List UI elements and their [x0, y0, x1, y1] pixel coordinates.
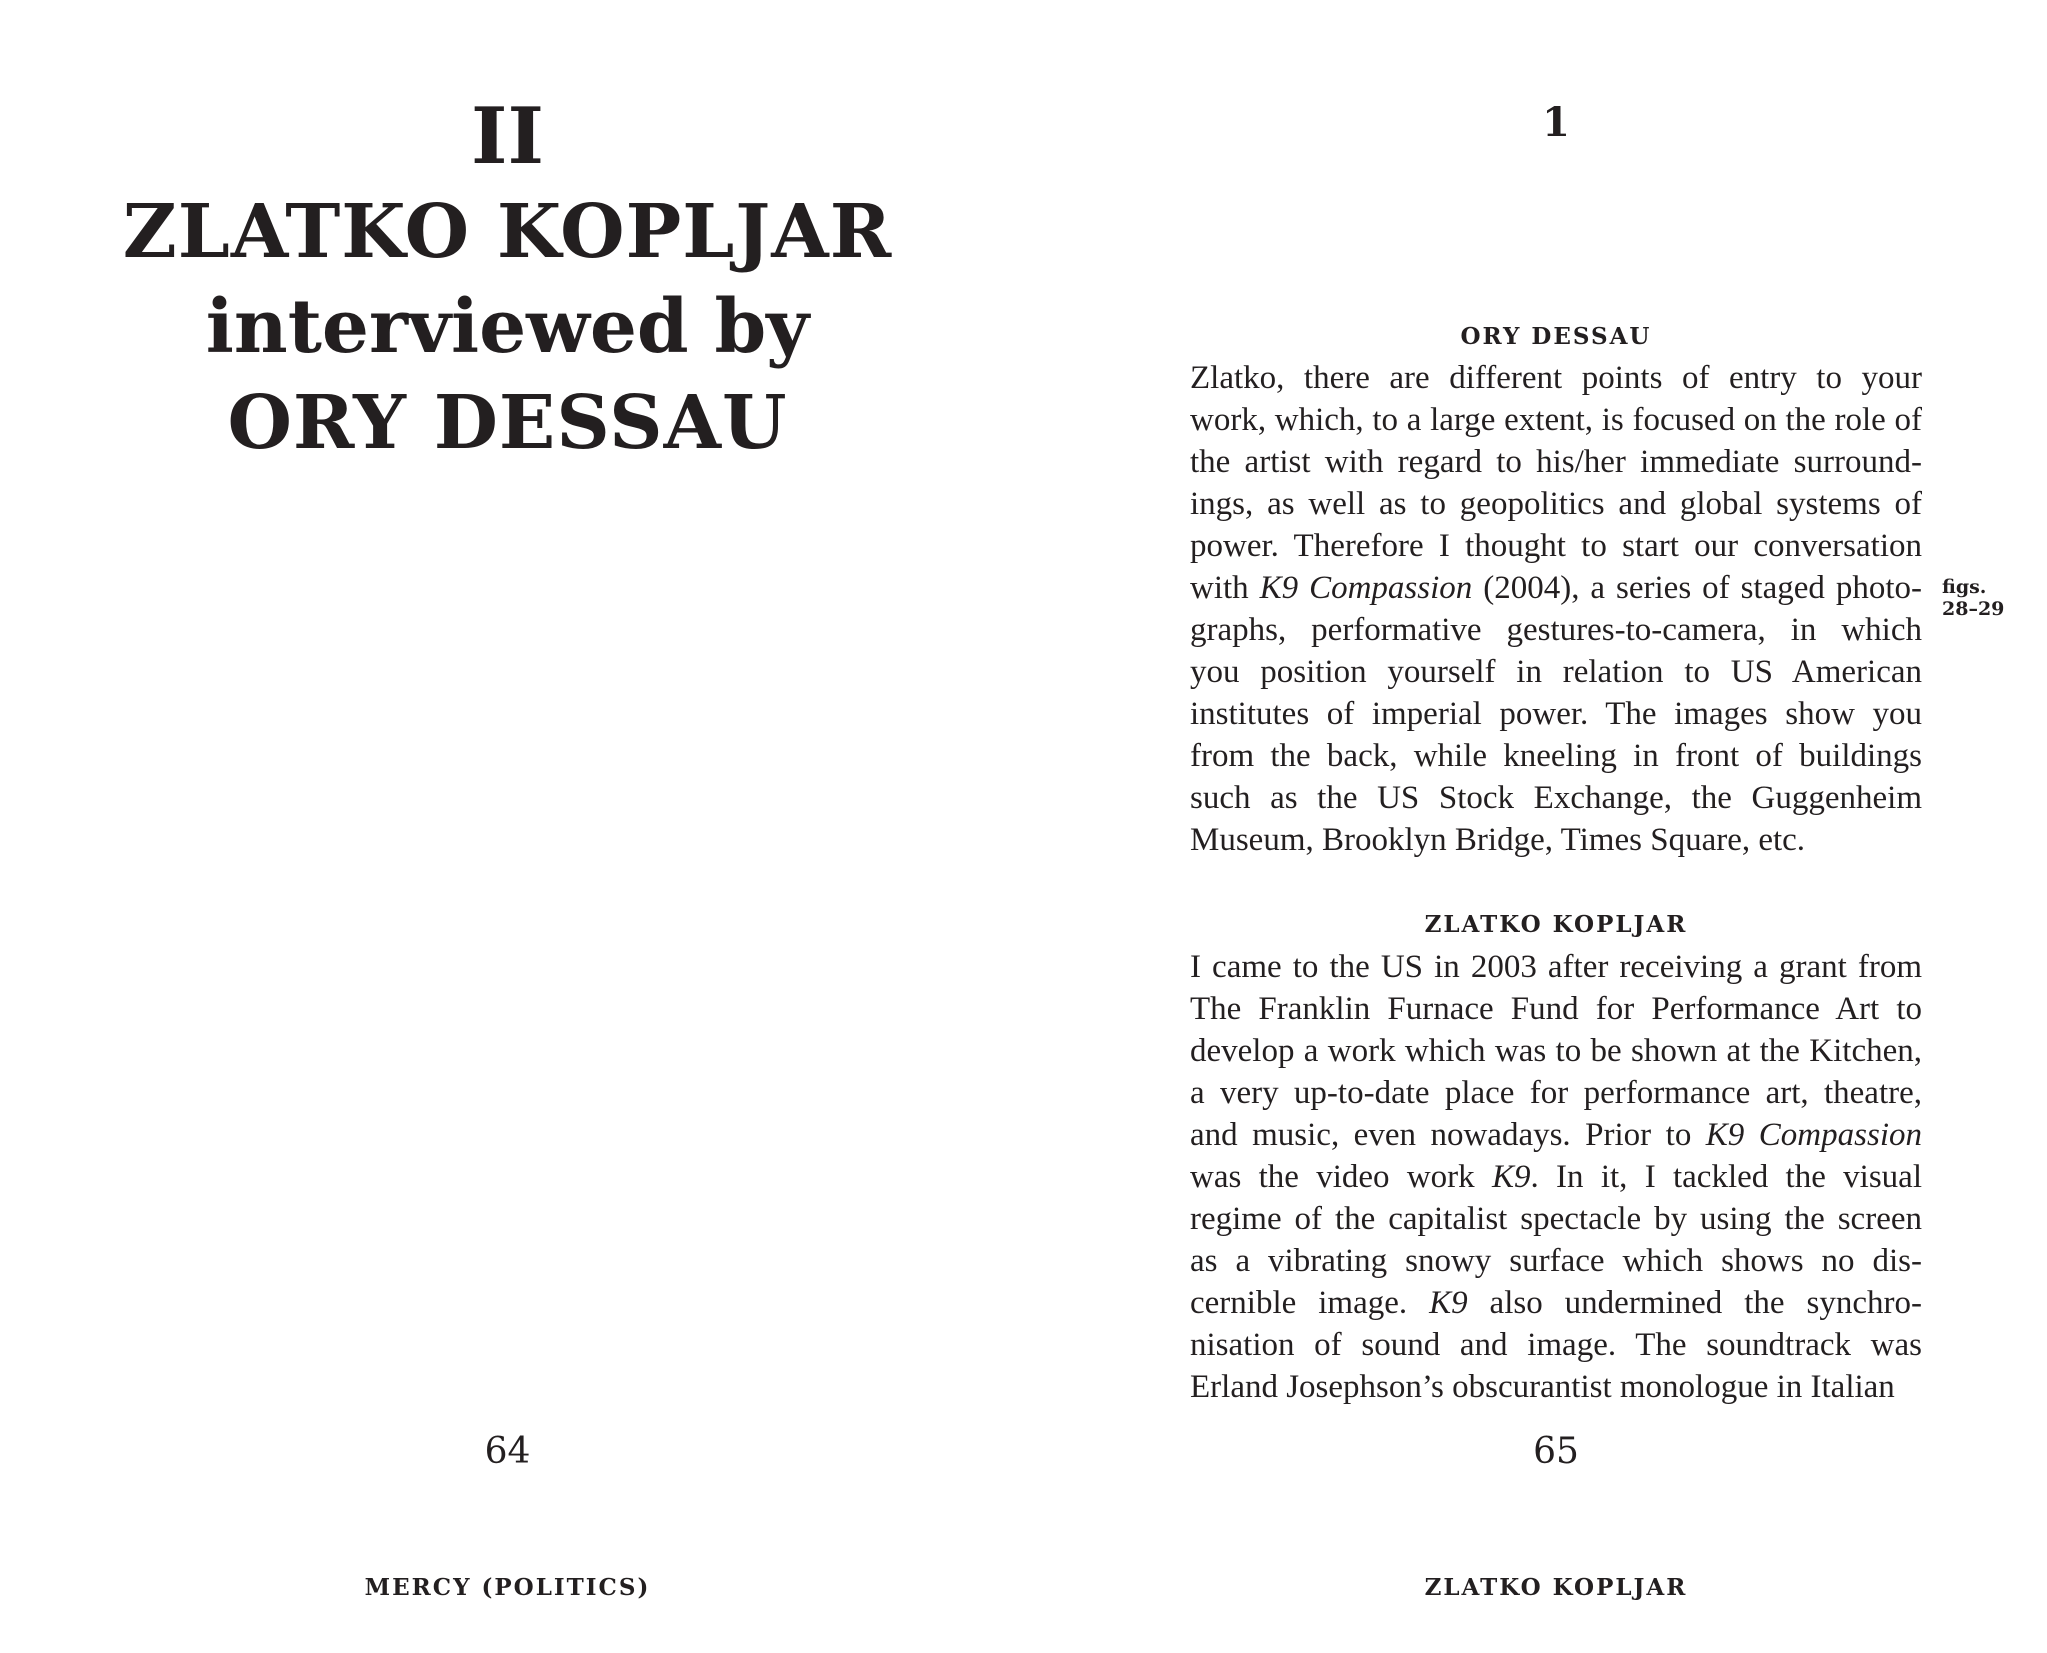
- interview-paragraph: [1190, 357, 1922, 861]
- text-run: ings, as well as to geopolitics and global systems of: [1190, 486, 1922, 522]
- text-run: cernible image.: [1190, 1285, 1430, 1321]
- text-run: . In it, I tackled the visual: [1530, 1159, 1922, 1195]
- text-run: develop a work which was to be shown at the Kitchen,: [1190, 1033, 1922, 1069]
- text-line: [1190, 1030, 1922, 1072]
- text-run: was the video work: [1190, 1159, 1492, 1195]
- text-line: [1190, 357, 1922, 399]
- text-line: [1190, 399, 1922, 441]
- text-run: a very up-to-date place for performance art, theatre,: [1190, 1075, 1922, 1111]
- text-run: power. Therefore I thought to start our conversation: [1190, 528, 1922, 564]
- section-number: 1: [1542, 99, 1570, 146]
- text-line: [1190, 1072, 1922, 1114]
- figure-reference-label: figs.: [1942, 576, 1987, 598]
- running-footer: MERCY (POLITICS): [364, 1574, 651, 1601]
- italic-work-title: K9: [1491, 1159, 1531, 1195]
- text-line: [1190, 567, 1922, 609]
- page-number: 65: [1533, 1431, 1579, 1472]
- figure-reference-range: 28–29: [1942, 598, 2005, 620]
- text-line: [1190, 1156, 1922, 1198]
- text-run: Museum, Brooklyn Bridge, Times Square, etc.: [1190, 822, 1806, 858]
- text-run: and music, even nowadays. Prior to: [1190, 1117, 1706, 1153]
- text-run: regime of the capitalist spectacle by using the screen: [1190, 1201, 1922, 1237]
- text-run: I came to the US in 2003 after receiving a grant from: [1190, 949, 1922, 985]
- text-line: [1190, 777, 1922, 819]
- text-line: [1190, 1114, 1922, 1156]
- italic-work-title: K9 Compassion: [1705, 1117, 1922, 1153]
- text-line: [1190, 1282, 1922, 1324]
- text-line: [1190, 819, 1922, 861]
- text-run: graphs, performative gestures-to-camera, in which: [1190, 612, 1922, 648]
- text-line: [1190, 693, 1922, 735]
- text-line: [1190, 1240, 1922, 1282]
- text-run: as a vibrating snowy surface which shows no dis-: [1190, 1243, 1922, 1279]
- text-run: the artist with regard to his/her immediate surround-: [1190, 444, 1922, 480]
- text-line: [1190, 988, 1922, 1030]
- text-line: [1190, 946, 1922, 988]
- figure-reference-note: [1942, 576, 2022, 620]
- chapter-title-line: ORY DESSAU: [227, 380, 788, 466]
- left-page: [0, 0, 1020, 1653]
- italic-work-title: K9 Compassion: [1259, 570, 1473, 606]
- text-line: [1190, 609, 1922, 651]
- text-run: (2004), a series of staged photo-: [1472, 570, 1922, 606]
- text-run: with: [1190, 570, 1260, 606]
- text-run: you position yourself in relation to US American: [1190, 654, 1922, 690]
- text-line: [1190, 441, 1922, 483]
- text-line: [1190, 1366, 1922, 1408]
- part-numeral: II: [471, 91, 544, 182]
- speaker-name: ORY DESSAU: [1460, 323, 1652, 350]
- text-run: such as the US Stock Exchange, the Guggenheim: [1190, 780, 1922, 816]
- text-line: [1190, 1198, 1922, 1240]
- text-run: Zlatko, there are different points of entry to your: [1190, 360, 1922, 396]
- interview-paragraph: [1190, 946, 1922, 1408]
- text-run: also undermined the synchro-: [1467, 1285, 1922, 1321]
- text-line: [1190, 651, 1922, 693]
- page-number: 64: [484, 1431, 531, 1472]
- chapter-title-line: interviewed by: [205, 284, 810, 370]
- text-line: [1190, 483, 1922, 525]
- speaker-name: ZLATKO KOPLJAR: [1424, 911, 1688, 938]
- italic-work-title: K9: [1429, 1285, 1468, 1321]
- text-run: institutes of imperial power. The images show you: [1190, 696, 1922, 732]
- text-run: nisation of sound and image. The soundtrack was: [1190, 1327, 1922, 1363]
- text-line: [1190, 525, 1922, 567]
- text-run: The Franklin Furnace Fund for Performance Art to: [1190, 991, 1922, 1027]
- text-run: from the back, while kneeling in front of buildings: [1190, 738, 1922, 774]
- text-line: [1190, 1324, 1922, 1366]
- text-run: Erland Josephson’s obscurantist monologue in Italian: [1190, 1369, 1895, 1405]
- text-line: [1190, 735, 1922, 777]
- running-footer: ZLATKO KOPLJAR: [1424, 1574, 1688, 1601]
- text-run: work, which, to a large extent, is focused on the role of: [1190, 402, 1922, 438]
- chapter-title-line: ZLATKO KOPLJAR: [122, 189, 893, 275]
- right-page: [1020, 0, 2047, 1653]
